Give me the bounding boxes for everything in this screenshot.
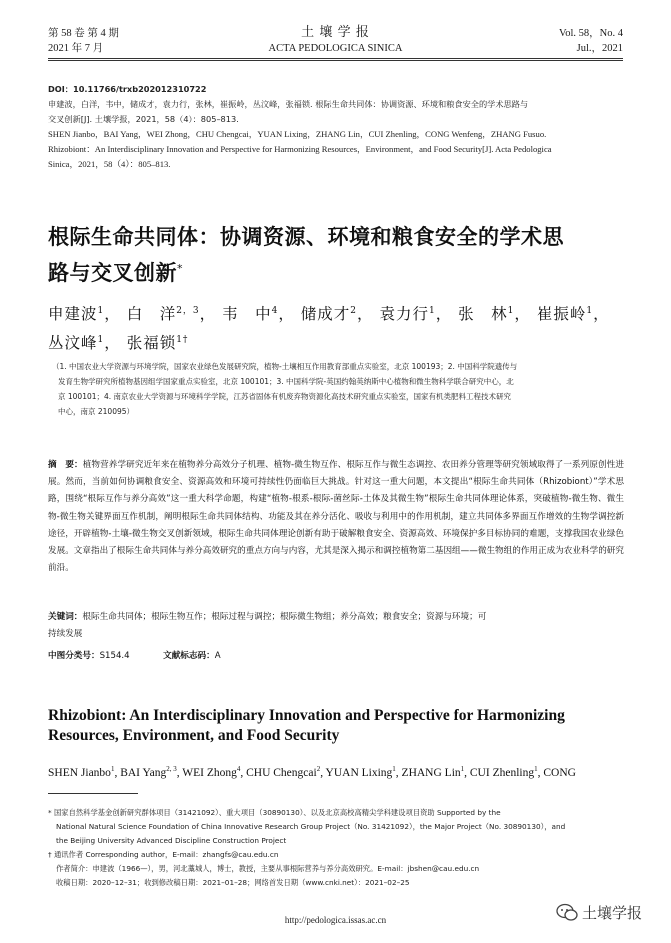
watermark-text: 土壤学报 — [582, 904, 643, 922]
corresponding-author: † 通讯作者 Corresponding author，E-mail：zhangfs@cau.edu.cn — [48, 850, 279, 859]
author-cn — [48, 305, 104, 323]
author-en — [182, 767, 240, 779]
author-cn — [537, 305, 593, 323]
author-en — [543, 767, 576, 779]
watermark — [556, 902, 642, 923]
clc-value: S154.4 — [99, 651, 130, 661]
affiliations — [52, 359, 632, 419]
author-cn-name: 张福锁 — [126, 334, 177, 353]
journal-title-cn: 土 壤 学 报 — [301, 24, 370, 39]
author-en-name: CHU Chengcai — [246, 766, 317, 779]
keywords-line-1 — [48, 609, 624, 626]
author-cn — [458, 305, 514, 323]
author-en — [326, 767, 396, 779]
author-cn-sup: 2 — [350, 306, 358, 316]
doi-value[interactable]: 10.11766/trxb202012310722 — [73, 84, 207, 94]
keywords-label: 关键词： — [48, 612, 83, 622]
author-cn-sup: 1 — [507, 306, 515, 316]
author-cn — [379, 305, 435, 323]
title-en-line-2: Resources, Environment, and Food Security — [48, 727, 340, 744]
doi-label: DOI： — [48, 84, 73, 94]
title-fund-mark: * — [177, 262, 183, 275]
title-cn-line-1: 根际生命共同体：协调资源、环境和粮食安全的学术思 — [48, 225, 564, 249]
header-rule-thin — [48, 60, 623, 61]
author-en-name: SHEN Jianbo — [48, 766, 111, 779]
author-en — [470, 767, 538, 779]
author-en-name: ZHANG Lin — [401, 766, 461, 779]
citation-cn-line-1: 申建波，白洋，韦中，储成才，袁力行，张林，崔振岭，丛汶峰，张福锁. 根际生命共同体：协调资源、环境和粮食安全的学术思路与 — [48, 99, 529, 109]
author-cn-name: 储成才 — [300, 305, 351, 324]
affiliation-line: （1. 中国农业大学资源与环境学院，国家农业绿色发展研究院，植物-土壤相互作用教育部重点实验室，北京 100193；2. 中国科学院遗传与 — [52, 362, 518, 371]
citation-en-line-2: Rhizobiont：An Interdisciplinary Innovation and Perspective for Harmonizing Resources，Environment，and Food Security[J]. Acta Pedologica — [48, 144, 552, 154]
author-en-sup: 1 — [534, 765, 538, 773]
author-en-sup: 1 — [460, 765, 465, 773]
author-cn-sup: 1 — [97, 335, 105, 346]
affiliation-line: 中心，南京 210095） — [58, 407, 135, 416]
author-cn-sup: 1 — [428, 306, 436, 316]
authors-en: SHEN Jianbo$^1$, BAI Yang$^{2, 3}$, WEI Zhong$^4$, CHU Chengcai$^2$, YUAN Lixing$^1$, ZHANG Lin$^1$, CUI Zhenling$^1$, CONG — [48, 765, 576, 779]
author-cn-name: 韦 中 — [222, 305, 272, 324]
author-en — [402, 767, 465, 779]
author-cn-name: 申建波 — [48, 305, 98, 324]
funding-line-3: the Beijing University Advanced Discipline Construction Project — [56, 836, 287, 845]
header-volume-en: Vol. 58，No. 4 — [559, 28, 623, 39]
classification — [48, 648, 624, 665]
authors-cn — [48, 298, 628, 356]
author-en-sup: 4 — [236, 765, 241, 773]
abstract-label: 摘 要： — [48, 460, 83, 470]
author-cn-name: 崔振岭 — [536, 305, 587, 324]
keywords-line-2: 持续发展 — [48, 629, 83, 640]
funding-line-2: National Natural Science Foundation of China Innovative Research Group Project（No. 31421092），the Major Project（No. 30890130），and — [56, 822, 566, 831]
author-en-name: WEI Zhong — [182, 766, 237, 779]
received-dates: 收稿日期：2020–12–31；收到修改稿日期：2021–01–28；网络首发日期（www.cnki.net）：2021–02–25 — [56, 878, 410, 887]
doi-line — [48, 82, 628, 97]
affiliation-line: 京 100101；4. 南京农业大学资源与环境科学学院，江苏省固体有机废弃物资源化高技术研究重点实验室，国家有机类肥料工程技术研究 — [58, 392, 512, 401]
author-en — [48, 767, 114, 779]
citation-en-line-3: Sinica，2021，58（4）：805–813. — [48, 159, 171, 169]
author-cn-name: 白 洋 — [126, 305, 177, 324]
affiliation-line: 发育生物学研究所植物基因组学国家重点实验室，北京 100101；3. 中国科学院-英国约翰英纳斯中心植物和微生物科学联合研究中心，北 — [58, 377, 514, 386]
author-en-name: BAI Yang — [120, 766, 167, 779]
footnote-rule — [48, 793, 138, 794]
article-title-en — [48, 706, 628, 746]
author-cn — [48, 334, 104, 352]
author-cn — [222, 305, 278, 323]
header-date-en: Jul.，2021 — [576, 43, 623, 54]
title-cn-line-2-text: 路与交叉创新 — [48, 261, 177, 285]
author-en — [246, 767, 320, 779]
author-en-sup: 1 — [110, 765, 115, 773]
author-en-sup: 1 — [392, 765, 396, 773]
abstract-text: 植物营养学研究近年来在植物养分高效分子机理、植物-微生物互作、根际互作与微生态调控、农田养分管理等研究领域取得了一系列原创性进展。然而，当前如何协调粮食安全、资源高效和环境可持续性仍面临巨大挑战。针对这一重大问题，本文提出“根际生命共同体（Rhizobiont）”学术思路，围绕“根际互作与养分高效”这一重大科学命题，构建“植物-根系-根际-菌丝际-土体及其微生物”根际生命共同体理论体系，突破植物-微生物、微生物-微生物关键界面互作机制，阐明根际生命共同体结构、功能及其在养分活化、吸收与利用中的作用机制，建立共同体多界面互作增效的生物学调控新途径，开辟植物-土壤-微生物交叉创新领域，根际生命共同体理论创新有助于破解粮食安全、资源高效、环境保护多目标协同的难题，支撑我国农业绿色发展。文章指出了根际生命共同体与养分高效研究的重点方向与内容，尤其是深入揭示和调控植物第二基因组——微生物组的作用正成为农业科学的研究前沿。 — [48, 460, 624, 574]
author-cn-name: 丛汶峰 — [48, 334, 98, 353]
author-cn-sup: 4 — [271, 306, 279, 316]
author-cn-name: 袁力行 — [379, 305, 429, 324]
author-cn — [301, 305, 357, 323]
author-en-sup: 2, 3 — [166, 765, 177, 773]
citation-block — [48, 82, 628, 172]
header-date-cn: 2021 年 7 月 — [48, 43, 104, 54]
author-bio: 作者简介：申建波（1966—），男，河北藁城人，博士，教授，主要从事根际营养与养分高效研究。E-mail：jbshen@cau.edu.cn — [56, 864, 480, 873]
author-en-name: CUI Zhenling — [469, 766, 535, 779]
header-rule — [48, 58, 623, 59]
chat-bubble-icon — [556, 903, 578, 923]
author-cn — [127, 305, 200, 323]
title-cn-line-2 — [48, 253, 628, 289]
author-cn-sup: 2，3 — [176, 306, 200, 316]
clc-label: 中图分类号： — [48, 651, 100, 661]
footer-url[interactable]: http://pedologica.issas.ac.cn — [284, 915, 387, 925]
author-cn — [127, 334, 189, 352]
title-en-line-1: Rhizobiont: An Interdisciplinary Innovation and Perspective for Harmonizing — [48, 707, 565, 724]
header-volume-cn: 第 58 卷 第 4 期 — [48, 28, 119, 39]
funding-line-1: * 国家自然科学基金创新研究群体项目（31421092）、重大项目（30890130）、以及北京高校高精尖学科建设项目资助 Supported by the — [48, 808, 501, 817]
author-en-name: YUAN Lixing — [325, 766, 393, 779]
article-title-cn — [48, 221, 628, 289]
author-cn-sup: 1 — [97, 306, 105, 316]
citation-en-line-1: SHEN Jianbo，BAI Yang，WEI Zhong，CHU Chengcai，YUAN Lixing，ZHANG Lin，CUI Zhenling，CONG Wenfeng，ZHANG Fusuo. — [48, 129, 547, 139]
author-cn-name: 张 林 — [458, 305, 508, 324]
keywords-text-1: 根际生命共同体；根际生物互作；根际过程与调控；根际微生物组；养分高效；粮食安全；资源与环境；可 — [82, 612, 487, 622]
citation-cn-line-2: 交叉创新[J]. 土壤学报，2021，58（4）：805–813. — [48, 114, 239, 124]
journal-title-en: ACTA PEDOLOGICA SINICA — [268, 43, 403, 54]
authors-cn-line-1: 申建波$^1$， 白 洋$^{2,3}$， 韦 中$^4$， 储成才$^2$， 袁力行$^1$， 张 林$^1$， 崔振岭$^1$， — [48, 305, 610, 324]
author-cn-sup: 1 — [586, 306, 594, 316]
author-en-sup: 2 — [316, 765, 321, 773]
doc-code-label: 文献标志码： — [163, 651, 215, 661]
abstract — [48, 457, 624, 577]
authors-cn-line-2: 丛汶峰$^1$， 张福锁$^{1\dagger}$ — [48, 334, 189, 353]
author-en — [120, 767, 177, 779]
footnotes — [48, 806, 630, 890]
author-en-name: CONG — [543, 766, 576, 779]
author-cn-sup: 1† — [176, 335, 189, 346]
keywords — [48, 609, 624, 643]
doc-code-value: A — [214, 651, 221, 661]
